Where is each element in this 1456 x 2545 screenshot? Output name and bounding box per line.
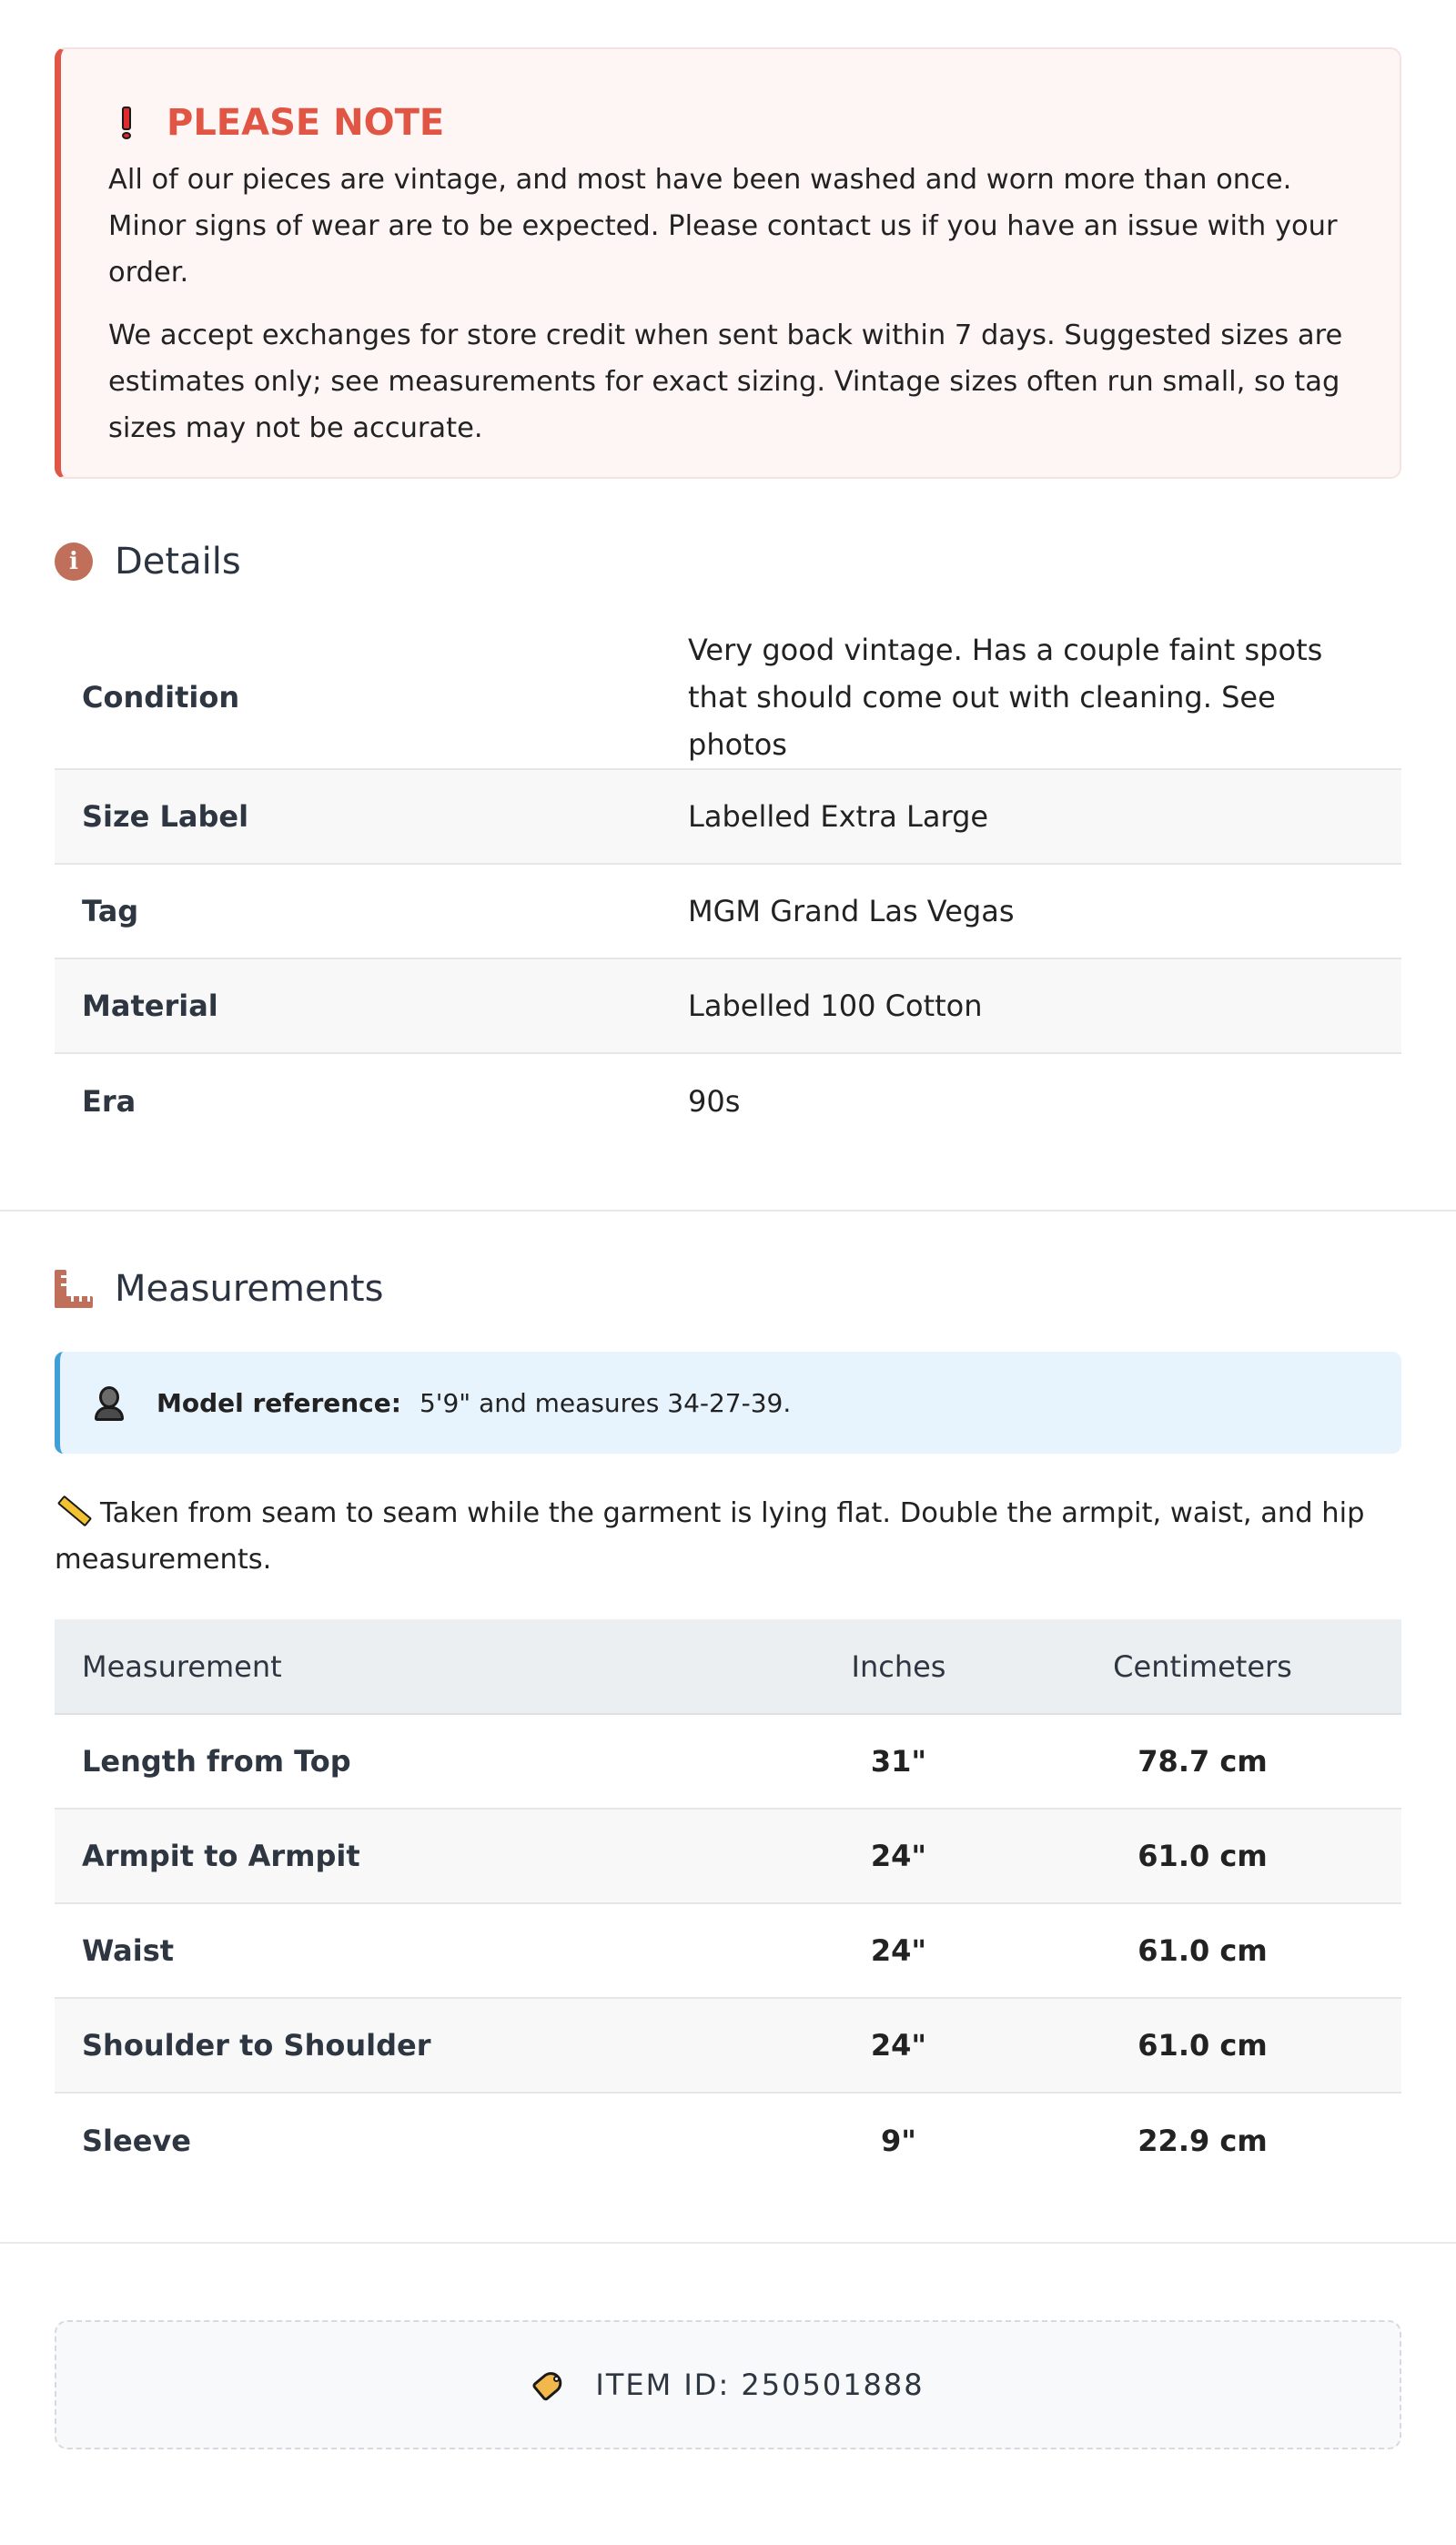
exclamation-icon (117, 105, 136, 141)
measurement-name: Shoulder to Shoulder (55, 1998, 794, 2093)
column-header: Inches (794, 1619, 1004, 1714)
detail-value: Very good vintage. Has a couple faint spots that should come out with cleaning. See photos (661, 626, 1401, 769)
table-row (55, 626, 1401, 769)
measurements-title: Measurements (115, 1268, 384, 1310)
table-row (55, 1903, 1401, 1998)
measurement-cm: 61.0 cm (1004, 1809, 1401, 1903)
table-row (55, 1998, 1401, 2093)
measurement-inches: 9" (881, 2123, 916, 2158)
measurement-name: Sleeve (82, 2123, 191, 2158)
info-circle-icon: i (55, 542, 93, 581)
detail-key: Size Label (55, 769, 661, 864)
table-row (55, 1714, 1401, 1809)
details-header (55, 541, 1401, 583)
column-header: Measurement (55, 1619, 794, 1714)
measurement-note-text: Taken from seam to seam while the garment is lying flat. Double the armpit, waist, and hip measurements. (55, 1497, 1365, 1576)
item-id-label: ITEM ID: 250501888 (595, 2368, 925, 2402)
item-id-box (55, 2320, 1401, 2449)
detail-value: 90s (688, 1083, 741, 1119)
measurement-name: Length from Top (55, 1714, 794, 1809)
measurement-inches: 24" (794, 1903, 1004, 1998)
detail-value: Labelled Extra Large (661, 769, 1401, 864)
table-row (55, 1809, 1401, 1903)
section-divider (0, 2242, 1456, 2244)
measurement-name: Waist (55, 1903, 794, 1998)
table-row (55, 1053, 1401, 1148)
measurement-cm: 22.9 cm (1138, 2123, 1268, 2158)
detail-key: Material (55, 958, 661, 1053)
measurement-note (55, 1490, 1401, 1583)
detail-key: Tag (55, 864, 661, 958)
model-reference (55, 1352, 1401, 1454)
notice-title: PLEASE NOTE (167, 102, 445, 144)
measurement-name: Armpit to Armpit (55, 1809, 794, 1903)
detail-key: Condition (55, 626, 661, 769)
model-reference-label: Model reference: (157, 1387, 401, 1418)
tag-icon (531, 2367, 568, 2403)
notice-paragraph: All of our pieces are vintage, and most have been washed and worn more than once. Minor signs of wear are to be expected. Please contact us if you have an issue with your order. (108, 164, 1338, 289)
details-table (55, 626, 1401, 1148)
column-header: Centimeters (1004, 1619, 1401, 1714)
model-reference-text: 5'9" and measures 34-27-39. (419, 1387, 792, 1418)
measurements-table (55, 1619, 1401, 2187)
detail-value: Labelled 100 Cotton (661, 958, 1401, 1053)
table-row (55, 2093, 1401, 2187)
measurement-inches: 24" (794, 1998, 1004, 2093)
measurements-header (55, 1268, 1401, 1310)
measurement-cm: 61.0 cm (1004, 1903, 1401, 1998)
measurement-cm: 61.0 cm (1004, 1998, 1401, 2093)
detail-value: MGM Grand Las Vegas (661, 864, 1401, 958)
section-divider (0, 1210, 1456, 1212)
person-icon (93, 1384, 126, 1421)
notice-paragraph: We accept exchanges for store credit when sent back within 7 days. Suggested sizes are estimates only; see measurements for exact sizing. Vintage sizes often run small, so tag sizes may not be accurate. (108, 319, 1343, 444)
details-title: Details (115, 541, 241, 583)
measurement-inches: 31" (794, 1714, 1004, 1809)
table-row (55, 958, 1401, 1053)
notice-box (55, 47, 1401, 479)
pencil-icon (55, 1491, 91, 1527)
measurement-inches: 24" (794, 1809, 1004, 1903)
table-row (55, 769, 1401, 864)
ruler-icon (55, 1270, 93, 1308)
detail-key: Era (82, 1083, 136, 1119)
table-header-row (55, 1619, 1401, 1714)
table-row (55, 864, 1401, 958)
measurement-cm: 78.7 cm (1004, 1714, 1401, 1809)
notice-header (108, 102, 1354, 144)
